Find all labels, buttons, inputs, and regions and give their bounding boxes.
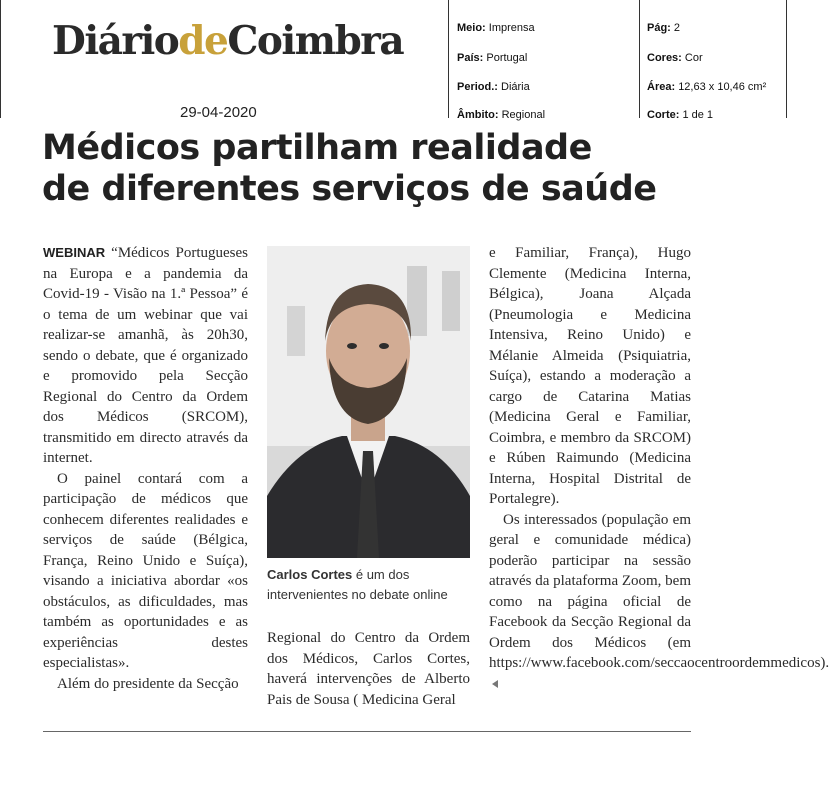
logo-part-2: de [178, 18, 228, 64]
end-of-article-icon [492, 680, 498, 688]
meta-meio-value: Imprensa [488, 22, 535, 34]
meta-pais-label: País: [457, 52, 484, 64]
publication-date: 29-04-2020 [180, 104, 257, 121]
meta-cores-label: Cores: [647, 52, 682, 64]
meta-corte [647, 109, 713, 121]
column-3-paragraph-2 [489, 510, 829, 695]
portrait-illustration [267, 246, 470, 558]
column-3-paragraph-2-text: Os interessados (população em geral e comunidade médica) poderão participar na sessão através da plataforma Zoom, bem como na página oficial de Facebook da Secção Regional da Ordem dos Médicos (em https://www.facebook.com/seccaocentroordemmedicos). [489, 511, 829, 671]
header-divider-2 [639, 0, 640, 118]
meta-area-label: Área: [647, 81, 676, 93]
meta-ambito-label: Âmbito: [457, 109, 499, 121]
paragraph-1 [43, 243, 248, 469]
headline-line-2: de diferentes serviços de saúde [42, 169, 657, 209]
paragraph-3-start: Além do presidente da Secção [57, 675, 239, 692]
meta-area [647, 81, 766, 93]
logo-part-1: Diário [52, 18, 179, 64]
meta-ambito [457, 109, 545, 121]
meta-ambito-value: Regional [501, 109, 546, 121]
meta-cores [647, 52, 703, 64]
meta-corte-value: 1 de 1 [682, 109, 714, 121]
header-border-left [0, 0, 1, 118]
article-column-1 [43, 243, 248, 694]
caption-text: é um dos intervenientes no debate online [267, 567, 448, 602]
meta-period [457, 81, 530, 93]
meta-period-value: Diária [501, 81, 530, 93]
column-3-paragraph-1: e Familiar, França), Hugo Clemente (Medicina Interna, Bélgica), Joana Alçada (Pneumologia e Medicina Intensiva, Reino Unido) e Mélanie Almeida (Psiquiatria, Suíça), estando a moderação a cargo de Catarina Matias (Medicina Geral e Familiar, Coimbra, e membro da SRCOM) e Rúben Raimundo (Medicina Interna, Hospital Distrital de Portalegre). [489, 245, 691, 507]
article-column-3 [489, 243, 829, 694]
meta-area-value: 12,63 x 10,46 cm² [678, 81, 767, 93]
paragraph-2: O painel contará com a participação de médicos que conhecem diferentes realidades e serviços de saúde (Bélgica, França, Reino Unido e Suíça), visando a iniciativa abordar «os obstáculos, as dificuldades, mas também as oportunidades e as experiências destes especialistas». [43, 470, 248, 671]
headline-line-1: Médicos partilham realidade [42, 128, 592, 168]
publication-logo [52, 18, 403, 64]
article-column-2 [267, 628, 470, 710]
article-kicker: WEBINAR [43, 245, 106, 260]
meta-period-label: Period.: [457, 81, 498, 93]
paragraph-1-text: “Médicos Portugueses na Europa e a pandemia da Covid-19 - Visão na 1.ª Pessoa” é o tema de um webinar que vai realizar-se amanhã, às 20h30, sendo o debate, que é organizado e promovido pela Secção Regional do Centro da Ordem dos Médicos (SRCOM), transmitido em directo através da internet. [43, 245, 249, 466]
meta-meio-label: Meio: [457, 22, 486, 34]
photo-caption [267, 565, 472, 605]
header-divider-1 [448, 0, 449, 118]
portrait-photo [267, 246, 470, 558]
logo-part-3: Coimbra [227, 18, 404, 64]
meta-corte-label: Corte: [647, 109, 680, 121]
meta-pag-label: Pág: [647, 22, 671, 34]
column-2-text: Regional do Centro da Ordem dos Médicos, Carlos Cortes, haverá intervenções de Alberto Pais de Sousa ( Medicina Geral [267, 630, 470, 708]
header-border-right [786, 0, 787, 118]
meta-pais [457, 52, 527, 64]
article-headline [42, 128, 656, 210]
meta-cores-value: Cor [684, 52, 703, 64]
article-bottom-rule [43, 731, 691, 732]
caption-name: Carlos Cortes [267, 567, 353, 582]
meta-pais-value: Portugal [486, 52, 528, 64]
meta-pag [647, 22, 680, 34]
meta-pag-value: 2 [673, 22, 681, 34]
meta-meio [457, 22, 535, 34]
